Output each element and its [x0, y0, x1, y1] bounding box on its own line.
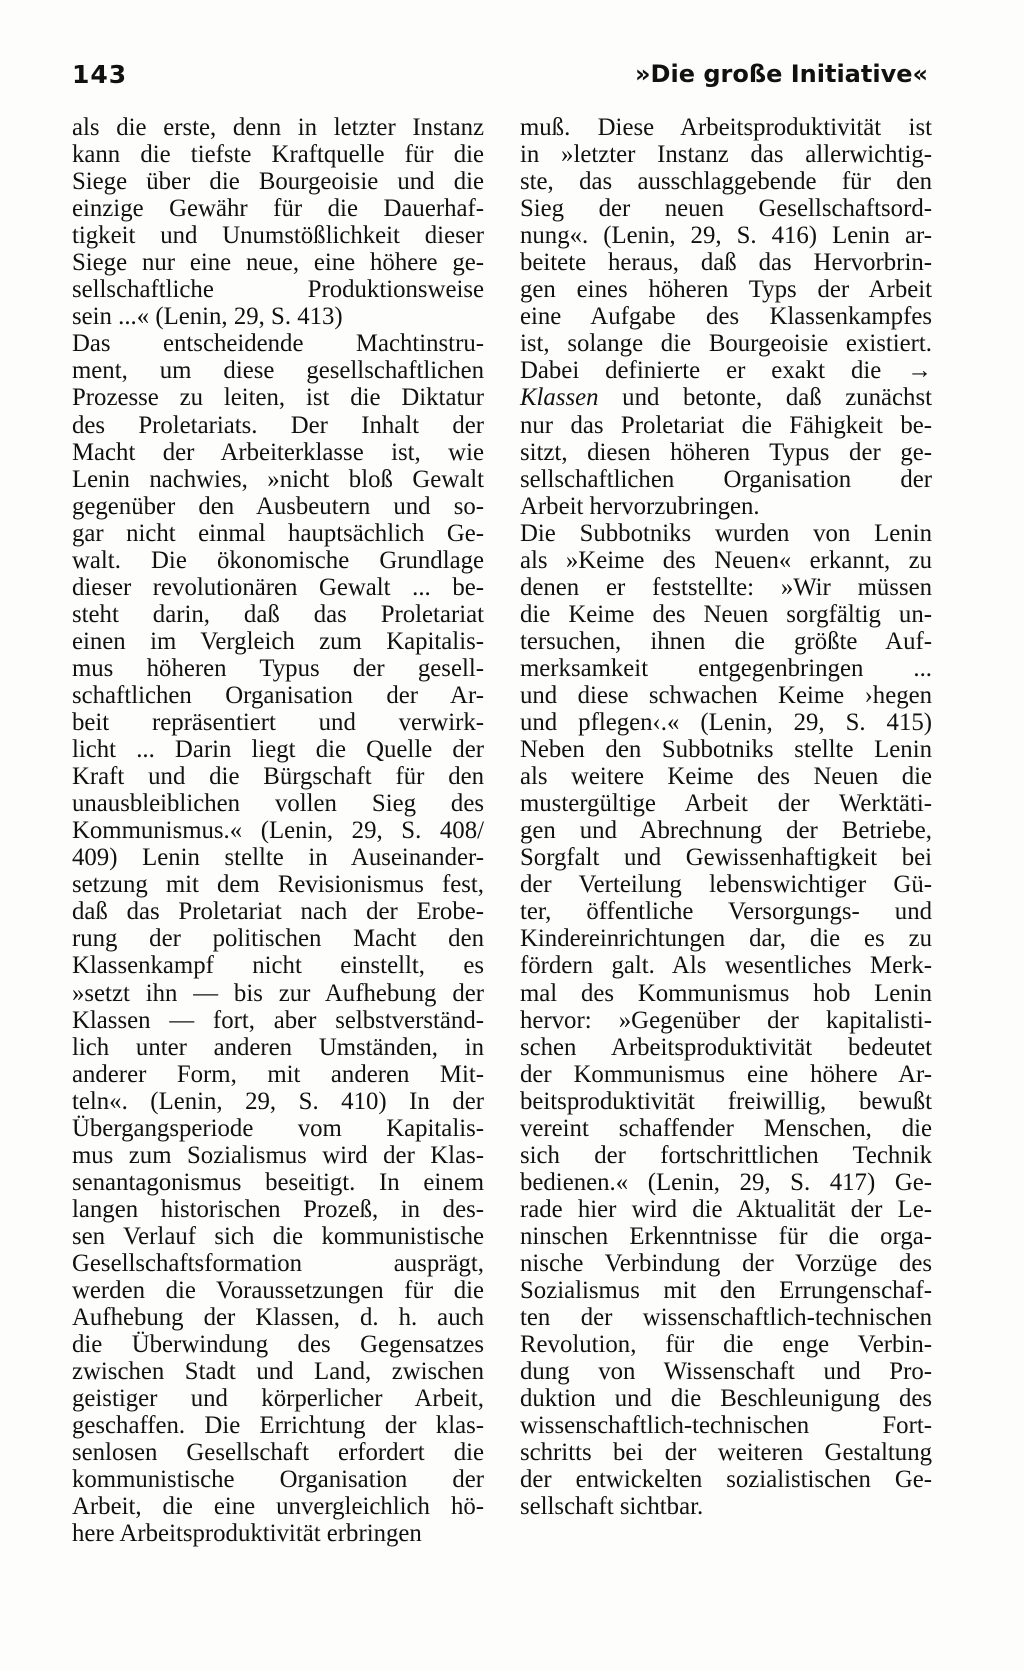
- text-line: der Verteilung lebenswichtiger Gü-: [520, 871, 932, 899]
- text-line: sein ...« (Lenin, 29, S. 413): [72, 303, 343, 331]
- text-line: gegenüber den Ausbeutern und so-: [72, 492, 484, 520]
- text-line: Übergangsperiode vom Kapitalis-: [72, 1114, 484, 1142]
- text-line: und diese schwachen Keime ›hegen: [520, 681, 932, 709]
- text-line: Die Subbotniks wurden von Lenin: [520, 519, 932, 547]
- text-line: fördern galt. Als wesentliches Merk-: [520, 952, 932, 980]
- text-line: dieser revolutionären Gewalt ... be-: [72, 573, 484, 601]
- text-line: rade hier wird die Aktualität der Le-: [520, 1195, 932, 1223]
- text-line: unausbleiblichen vollen Sieg des: [72, 790, 484, 818]
- text-line: als die erste, denn in letzter Instanz: [72, 114, 484, 141]
- text-line: Kraft und die Bürgschaft für den: [72, 763, 484, 791]
- text-line: Revolution, für die enge Verbin-: [520, 1331, 932, 1359]
- text-line: Siege nur eine neue, eine höhere ge-: [72, 249, 484, 277]
- text-line: Kindereinrichtungen dar, die es zu: [520, 925, 932, 953]
- text-line: schaftlichen Organisation der Ar-: [72, 681, 484, 709]
- text-line: des Proletariats. Der Inhalt der: [72, 411, 484, 439]
- page-header: [72, 60, 928, 100]
- text-line: schritts bei der weiteren Gestaltung: [520, 1439, 932, 1467]
- text-line: tigkeit und Unumstößlichkeit dieser: [72, 222, 484, 250]
- text-line: gar nicht einmal hauptsächlich Ge-: [72, 519, 484, 547]
- text-line: zwischen Stadt und Land, zwischen: [72, 1358, 484, 1386]
- text-line: nur das Proletariat die Fähigkeit be-: [520, 411, 932, 439]
- text-line: mus höheren Typus der gesell-: [72, 654, 484, 682]
- text-line: Neben den Subbotniks stellte Lenin: [520, 736, 932, 764]
- text-line: Klassen — fort, aber selbstverständ-: [72, 1006, 484, 1034]
- text-line: als weitere Keime des Neuen die: [520, 763, 932, 791]
- text-line: daß das Proletariat nach der Erobe-: [72, 898, 484, 926]
- text-line: Klassen und betonte, daß zunächst: [520, 384, 932, 412]
- text-line: bedienen.« (Lenin, 29, S. 417) Ge-: [520, 1168, 932, 1196]
- text-line: ter, öffentliche Versorgungs- und: [520, 898, 932, 926]
- left-text-column: [72, 114, 484, 1547]
- text-line: nung«. (Lenin, 29, S. 416) Lenin ar-: [520, 222, 932, 250]
- text-line: Sozialismus mit den Errungenschaf-: [520, 1277, 932, 1305]
- text-line: beitsproduktivität freiwillig, bewußt: [520, 1087, 932, 1115]
- text-line: Lenin nachwies, »nicht bloß Gewalt: [72, 465, 484, 493]
- text-line: der entwickelten sozialistischen Ge-: [520, 1466, 932, 1494]
- text-line: Gesellschaftsformation ausprägt,: [72, 1249, 484, 1277]
- text-line: ist, solange die Bourgeoisie existiert.: [520, 330, 932, 358]
- text-line: rung der politischen Macht den: [72, 925, 484, 953]
- text-line: in »letzter Instanz das allerwichtig-: [520, 141, 932, 169]
- text-line: vereint schaffender Menschen, die: [520, 1114, 932, 1142]
- text-line: langen historischen Prozeß, in des-: [72, 1195, 484, 1223]
- text-line: mus zum Sozialismus wird der Klas-: [72, 1141, 484, 1169]
- text-line: teln«. (Lenin, 29, S. 410) In der: [72, 1087, 484, 1115]
- text-line: sich der fortschrittlichen Technik: [520, 1141, 932, 1169]
- text-line: kommunistische Organisation der: [72, 1466, 484, 1494]
- text-line: Kommunismus.« (Lenin, 29, S. 408/: [72, 817, 484, 845]
- text-line: eine Aufgabe des Klassenkampfes: [520, 303, 932, 331]
- text-line: Siege über die Bourgeoisie und die: [72, 168, 484, 196]
- text-line: licht ... Darin liegt die Quelle der: [72, 736, 484, 764]
- text-line: geistiger und körperlicher Arbeit,: [72, 1385, 484, 1413]
- text-line: werden die Voraussetzungen für die: [72, 1277, 484, 1305]
- text-line: merksamkeit entgegenbringen ...: [520, 654, 932, 682]
- text-line: Sieg der neuen Gesellschaftsord-: [520, 195, 932, 223]
- text-line: und pflegen‹.« (Lenin, 29, S. 415): [520, 709, 932, 737]
- text-line: ninschen Erkenntnisse für die orga-: [520, 1222, 932, 1250]
- text-line: sen Verlauf sich die kommunistische: [72, 1222, 484, 1250]
- text-line: gen und Abrechnung der Betriebe,: [520, 817, 932, 845]
- text-line: ten der wissenschaftlich-technischen: [520, 1304, 932, 1332]
- text-line: Sorgfalt und Gewissenhaftigkeit bei: [520, 844, 932, 872]
- text-line: muß. Diese Arbeitsproduktivität ist: [520, 114, 932, 141]
- text-line: die Keime des Neuen sorgfältig un-: [520, 600, 932, 628]
- text-line: sitzt, diesen höheren Typus der ge-: [520, 438, 932, 466]
- text-line: Das entscheidende Machtinstru-: [72, 330, 484, 358]
- page-number: 143: [72, 60, 128, 89]
- text-line: senlosen Gesellschaft erfordert die: [72, 1439, 484, 1467]
- text-line: tersuchen, ihnen die größte Auf-: [520, 627, 932, 655]
- running-head: »Die große Initiative«: [635, 60, 928, 88]
- text-line: senantagonismus beseitigt. In einem: [72, 1168, 484, 1196]
- text-line: Macht der Arbeiterklasse ist, wie: [72, 438, 484, 466]
- text-line: anderer Form, mit anderen Mit-: [72, 1060, 484, 1088]
- text-line: 409) Lenin stellte in Auseinander-: [72, 844, 484, 872]
- text-line: hervor: »Gegenüber der kapitalisti-: [520, 1006, 932, 1034]
- text-line: der Kommunismus eine höhere Ar-: [520, 1060, 932, 1088]
- text-line: einzige Gewähr für die Dauerhaf-: [72, 195, 484, 223]
- text-line: sellschaftlichen Organisation der: [520, 465, 932, 493]
- text-line: die Überwindung des Gegensatzes: [72, 1331, 484, 1359]
- text-line: setzung mit dem Revisionismus fest,: [72, 871, 484, 899]
- text-line: beitete heraus, daß das Hervorbrin-: [520, 249, 932, 277]
- text-line: beit repräsentiert und verwirk-: [72, 709, 484, 737]
- text-line: sellschaftliche Produktionsweise: [72, 276, 484, 304]
- text-line: Dabei definierte er exakt die →: [520, 357, 932, 385]
- text-line: Aufhebung der Klassen, d. h. auch: [72, 1304, 484, 1332]
- text-line: denen er feststellte: »Wir müssen: [520, 573, 932, 601]
- text-line: duktion und die Beschleunigung des: [520, 1385, 932, 1413]
- text-line: dung von Wissenschaft und Pro-: [520, 1358, 932, 1386]
- text-line: here Arbeitsproduktivität erbringen: [72, 1520, 422, 1548]
- text-line: geschaffen. Die Errichtung der klas-: [72, 1412, 484, 1440]
- text-line: Klassenkampf nicht einstellt, es: [72, 952, 484, 980]
- text-line: kann die tiefste Kraftquelle für die: [72, 141, 484, 169]
- text-line: steht darin, daß das Proletariat: [72, 600, 484, 628]
- text-line: Arbeit hervorzubringen.: [520, 492, 760, 520]
- text-line: »setzt ihn — bis zur Aufhebung der: [72, 979, 484, 1007]
- text-line: mal des Kommunismus hob Lenin: [520, 979, 932, 1007]
- text-line: gen eines höheren Typs der Arbeit: [520, 276, 932, 304]
- text-line: Prozesse zu leiten, ist die Diktatur: [72, 384, 484, 412]
- text-line: Arbeit, die eine unvergleichlich hö-: [72, 1493, 484, 1521]
- text-line: nische Verbindung der Vorzüge des: [520, 1249, 932, 1277]
- text-line: lich unter anderen Umständen, in: [72, 1033, 484, 1061]
- text-line: sellschaft sichtbar.: [520, 1493, 704, 1521]
- text-line: ment, um diese gesellschaftlichen: [72, 357, 484, 385]
- text-line: einen im Vergleich zum Kapitalis-: [72, 627, 484, 655]
- text-line: schen Arbeitsproduktivität bedeutet: [520, 1033, 932, 1061]
- right-text-column: [520, 114, 932, 1520]
- text-line: wissenschaftlich-technischen Fort-: [520, 1412, 932, 1440]
- text-line: walt. Die ökonomische Grundlage: [72, 546, 484, 574]
- text-line: als »Keime des Neuen« erkannt, zu: [520, 546, 932, 574]
- text-line: ste, das ausschlaggebende für den: [520, 168, 932, 196]
- text-line: mustergültige Arbeit der Werktäti-: [520, 790, 932, 818]
